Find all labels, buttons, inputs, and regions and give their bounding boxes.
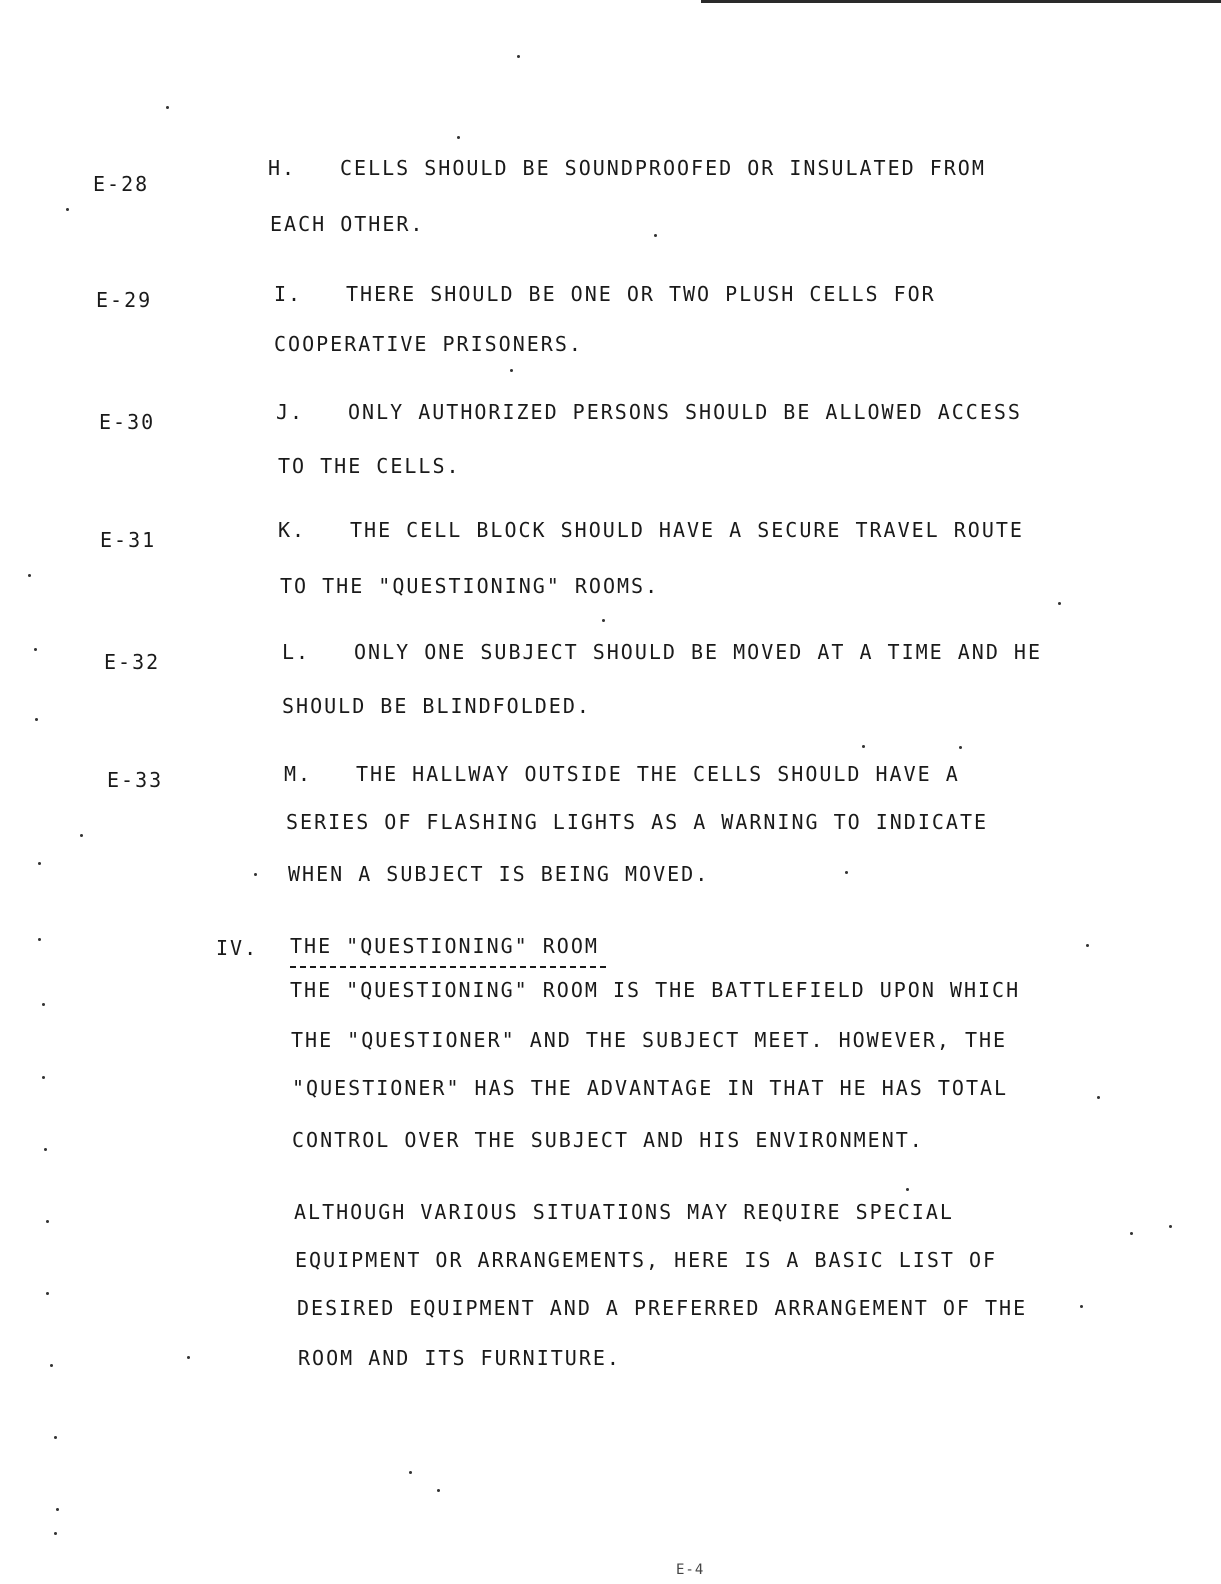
scan-speck (54, 1532, 57, 1535)
scan-speck (80, 834, 83, 837)
scan-speck (35, 718, 38, 721)
scan-speck (517, 55, 520, 58)
item-letter: K. (278, 518, 307, 542)
item-code: E-32 (104, 650, 161, 674)
item-line (268, 156, 986, 180)
item-code: E-33 (107, 768, 164, 792)
scan-speck (42, 1003, 45, 1006)
scan-edge-line (701, 0, 1221, 3)
item-text-continued: SHOULD BE BLINDFOLDED. (282, 694, 591, 718)
item-text-continued: COOPERATIVE PRISONERS. (274, 332, 583, 356)
scan-speck (166, 106, 169, 109)
item-text: THE HALLWAY OUTSIDE THE CELLS SHOULD HAVE A (356, 762, 960, 786)
scan-speck (46, 1220, 49, 1223)
scan-speck (510, 369, 513, 372)
item-line (278, 518, 1024, 542)
item-line (284, 762, 960, 786)
scan-speck (54, 1436, 57, 1439)
item-text: THERE SHOULD BE ONE OR TWO PLUSH CELLS FOR (346, 282, 936, 306)
scan-speck (38, 938, 41, 941)
paragraph-line: EQUIPMENT OR ARRANGEMENTS, HERE IS A BASIC LIST OF (295, 1248, 998, 1272)
scan-speck (602, 619, 605, 622)
item-text: ONLY ONE SUBJECT SHOULD BE MOVED AT A TIME AND HE (354, 640, 1043, 664)
scan-speck (1130, 1232, 1133, 1235)
scan-speck (862, 745, 865, 748)
item-letter: L. (282, 640, 311, 664)
paragraph-line: "QUESTIONER" HAS THE ADVANTAGE IN THAT HE HAS TOTAL (292, 1076, 1009, 1100)
item-line (274, 282, 936, 306)
scan-speck (409, 1471, 412, 1474)
paragraph-line: THE "QUESTIONING" ROOM IS THE BATTLEFIELD UPON WHICH (290, 978, 1021, 1002)
scan-speck (845, 871, 848, 874)
scan-speck (1086, 944, 1089, 947)
scan-speck (46, 1292, 49, 1295)
scan-speck (42, 1076, 45, 1079)
item-letter: I. (274, 282, 303, 306)
item-text-continued: SERIES OF FLASHING LIGHTS AS A WARNING TO INDICATE (286, 810, 989, 834)
page-number: E-4 (676, 1562, 705, 1578)
scan-speck (906, 1188, 909, 1191)
paragraph-line: DESIRED EQUIPMENT AND A PREFERRED ARRANGEMENT OF THE (297, 1296, 1028, 1320)
item-line (282, 640, 1042, 664)
section-heading: THE "QUESTIONING" ROOM (290, 934, 599, 958)
scan-speck (44, 1148, 47, 1151)
item-text-continued: TO THE "QUESTIONING" ROOMS. (280, 574, 660, 598)
scan-speck (34, 648, 37, 651)
section-numeral: IV. (216, 936, 259, 960)
scan-speck (437, 1489, 440, 1492)
scan-speck (50, 1364, 53, 1367)
item-letter: M. (284, 762, 313, 786)
item-letter: H. (268, 156, 297, 180)
paragraph-line: CONTROL OVER THE SUBJECT AND HIS ENVIRONMENT. (292, 1128, 924, 1152)
paragraph-line: THE "QUESTIONER" AND THE SUBJECT MEET. HOWEVER, THE (291, 1028, 1008, 1052)
scan-speck (1080, 1305, 1083, 1308)
item-line (276, 400, 1022, 424)
item-code: E-28 (93, 172, 150, 196)
scan-speck (187, 1356, 190, 1359)
scan-speck (1169, 1225, 1172, 1228)
item-text-continued: EACH OTHER. (270, 212, 425, 236)
item-code: E-29 (96, 288, 153, 312)
item-text: ONLY AUTHORIZED PERSONS SHOULD BE ALLOWED ACCESS (348, 400, 1022, 424)
scan-speck (66, 208, 69, 211)
heading-underline (290, 966, 606, 968)
scan-speck (1097, 1096, 1100, 1099)
item-letter: J. (276, 400, 305, 424)
paragraph-line: ROOM AND ITS FURNITURE. (298, 1346, 621, 1370)
scan-speck (1058, 602, 1061, 605)
item-text-continued: TO THE CELLS. (278, 454, 461, 478)
scan-speck (254, 873, 257, 876)
paragraph-line: ALTHOUGH VARIOUS SITUATIONS MAY REQUIRE SPECIAL (294, 1200, 954, 1224)
item-text: THE CELL BLOCK SHOULD HAVE A SECURE TRAVEL ROUTE (350, 518, 1024, 542)
scan-speck (457, 136, 460, 139)
item-code: E-31 (100, 528, 157, 552)
scan-speck (28, 574, 31, 577)
scan-speck (654, 234, 657, 237)
item-text-continued: WHEN A SUBJECT IS BEING MOVED. (288, 862, 710, 886)
scan-speck (959, 746, 962, 749)
item-code: E-30 (99, 410, 156, 434)
item-text: CELLS SHOULD BE SOUNDPROOFED OR INSULATED FROM (340, 156, 986, 180)
scan-speck (38, 862, 41, 865)
scan-speck (56, 1508, 59, 1511)
